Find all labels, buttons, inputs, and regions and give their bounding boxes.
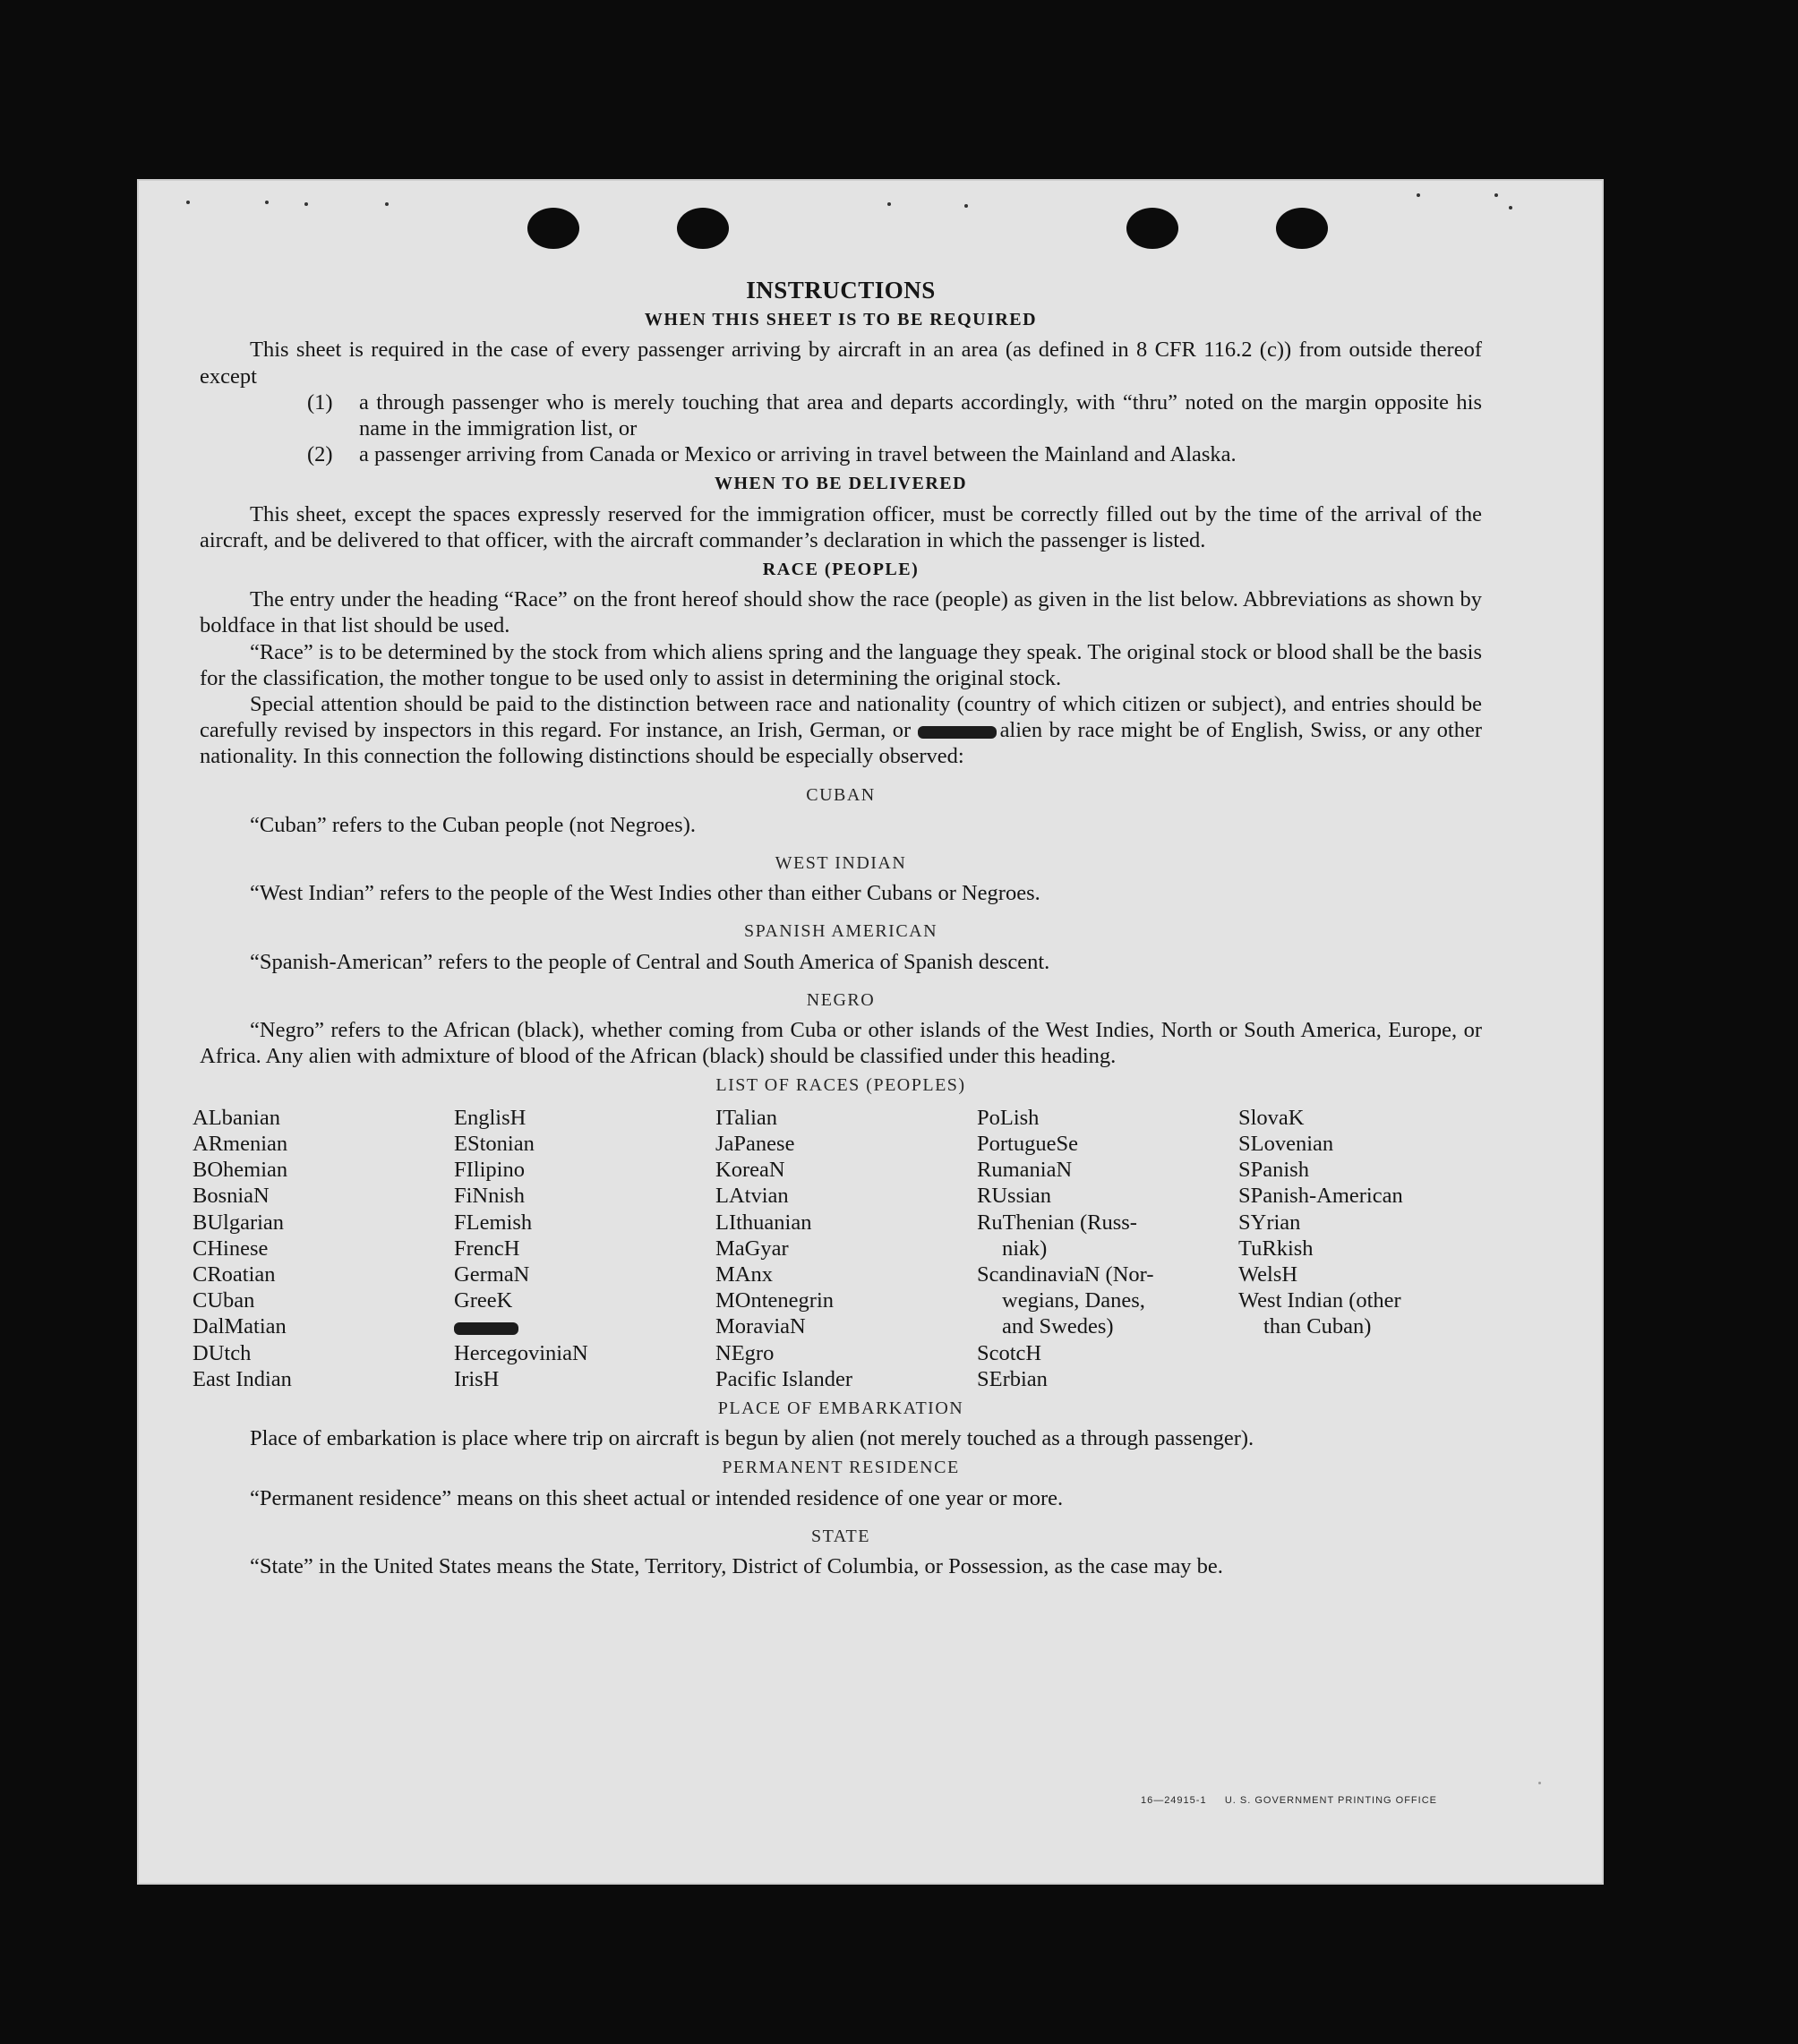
race-paragraph-3-b: alien by race might be of English, Swiss, or any other nationality. In this connection the following distinctions should be especially observed: (200, 718, 1483, 769)
spanish-american-text: “Spanish-American” refers to the people of Central and South America of Spanish descent. (250, 949, 1050, 974)
race-entry: RUssian (977, 1184, 1052, 1209)
heading-embarkation: PLACE OF EMBARKATION (717, 1398, 964, 1418)
west-indian-text: “West Indian” refers to the people of the West Indies other than either Cubans or Negroes. (250, 881, 1040, 906)
race-entry: SPanish-American (1238, 1184, 1403, 1209)
race-entry: East Indian (193, 1366, 292, 1391)
heading-race: RACE (PEOPLE) (762, 560, 920, 580)
race-entry: Pacific Islander (715, 1366, 853, 1391)
race-entry: RumaniaN (977, 1158, 1073, 1183)
race-entry: KoreaN (715, 1158, 785, 1183)
item-number: (1) (307, 389, 333, 415)
heading-required: WHEN THIS SHEET IS TO BE REQUIRED (644, 310, 1038, 330)
punch-hole (527, 208, 579, 249)
race-entry-redacted (454, 1313, 715, 1339)
race-entry: CHinese (193, 1236, 269, 1261)
heading-delivered: WHEN TO BE DELIVERED (714, 474, 968, 494)
race-entry: SPanish (1238, 1158, 1309, 1183)
race-entry: ScandinaviaN (Nor- (977, 1261, 1154, 1287)
race-entry: ALbanian (193, 1105, 280, 1130)
race-entry: GermaN (454, 1261, 530, 1287)
race-entry: PortugueSe (977, 1131, 1078, 1156)
races-column (1238, 1105, 1475, 1392)
item-text: a passenger arriving from Canada or Mexico or arriving in travel between the Mainland and Alaska. (359, 442, 1237, 467)
race-entry: ARmenian (193, 1131, 288, 1156)
delivered-text: This sheet, except the spaces expressly reserved for the immigration officer, must be correctly filled out by the time of the arrival of the aircraft, and be delivered to that officer, with the aircraft commander’s declaration in which the passenger is listed. (200, 501, 1482, 552)
heading-cuban: CUBAN (806, 784, 876, 805)
race-entry: FIlipino (454, 1158, 525, 1183)
race-entry: SErbian (977, 1366, 1048, 1391)
race-entry: BUlgarian (193, 1210, 285, 1235)
race-entry: MOntenegrin (715, 1288, 834, 1313)
race-entry: CRoatian (193, 1261, 276, 1287)
race-paragraph-1: The entry under the heading “Race” on the front hereof should show the race (people) as given in the list below. Abbreviations as shown by boldface in that list should be used. (200, 587, 1482, 638)
race-entry-continued: and Swedes) (1002, 1314, 1114, 1339)
race-entry: MoraviaN (715, 1314, 806, 1339)
state-text: “State” in the United States means the State, Territory, District of Columbia, or Possession, as the case may be. (250, 1553, 1223, 1578)
race-entry: LIthuanian (715, 1210, 812, 1235)
punch-hole (1126, 208, 1178, 249)
redaction-mark (454, 1322, 518, 1335)
document-sheet (137, 179, 1604, 1885)
race-entry: RuThenian (Russ- (977, 1210, 1137, 1235)
race-entry: PoLish (977, 1105, 1040, 1130)
race-entry: NEgro (715, 1340, 775, 1365)
heading-spanish-american: SPANISH AMERICAN (743, 921, 938, 942)
race-entry: MAnx (715, 1261, 773, 1287)
heading-races-list: LIST OF RACES (PEOPLES) (715, 1075, 966, 1096)
page-title: INSTRUCTIONS (746, 277, 936, 304)
race-entry: FiNnish (454, 1184, 525, 1209)
race-entry: BosniaN (193, 1184, 270, 1209)
punch-hole (677, 208, 729, 249)
punch-hole (1276, 208, 1328, 249)
form-number: 16—24915-1 (1140, 1795, 1207, 1806)
race-entry: ITalian (715, 1105, 778, 1130)
races-column (454, 1105, 715, 1392)
races-column (977, 1105, 1238, 1392)
race-entry: SLovenian (1238, 1131, 1334, 1156)
race-entry: LAtvian (715, 1184, 789, 1209)
races-column (193, 1105, 454, 1392)
heading-west-indian: WEST INDIAN (775, 853, 907, 874)
list-item (307, 441, 1482, 467)
races-column (715, 1105, 977, 1392)
race-entry: SlovaK (1238, 1105, 1305, 1130)
race-entry: SYrian (1238, 1210, 1301, 1235)
negro-text: “Negro” refers to the African (black), whether coming from Cuba or other islands of the West Indies, North or South America, Europe, or Africa. Any alien with admixture of blood of the African (black) should be classified under this heading. (200, 1018, 1482, 1069)
race-entry: IrisH (454, 1366, 500, 1391)
race-entry: WelsH (1238, 1261, 1298, 1287)
race-entry: West Indian (other (1238, 1288, 1401, 1313)
race-entry: BOhemian (193, 1158, 288, 1183)
required-intro: This sheet is required in the case of every passenger arriving by aircraft in an area (as defined in 8 CFR 116.2 (c)) from outside thereof except (200, 338, 1482, 389)
instructions-content (193, 277, 1483, 1579)
race-entry: JaPanese (715, 1131, 795, 1156)
heading-state: STATE (811, 1526, 870, 1546)
item-number: (2) (307, 442, 333, 467)
race-entry-continued: niak) (1002, 1236, 1048, 1261)
race-paragraph-3-a: Special attention should be paid to the distinction between race and nationality (country of which citizen or subject), and entries should be carefully revised by inspectors in this regard. For instance, an Irish, German, or (200, 692, 1482, 743)
race-entry: GreeK (454, 1288, 513, 1313)
item-text: a through passenger who is merely touching that area and departs accordingly, with “thru” noted on the margin opposite his name in the immigration list, or (359, 389, 1482, 441)
race-paragraph-2: “Race” is to be determined by the stock from which aliens spring and the language they speak. The original stock or blood shall be the basis for the classification, the mother tongue to be used only to assist in determining the original stock. (200, 639, 1482, 690)
race-entry: EStonian (454, 1131, 535, 1156)
race-entry: MaGyar (715, 1236, 789, 1261)
race-entry: DUtch (193, 1340, 252, 1365)
races-list (193, 1105, 1482, 1392)
heading-residence: PERMANENT RESIDENCE (722, 1458, 960, 1478)
race-paragraph-3 (200, 691, 1482, 770)
list-item (307, 389, 1482, 441)
race-entry: EnglisH (454, 1105, 527, 1130)
redaction-mark (918, 726, 997, 739)
printer-imprint (1141, 1795, 1437, 1806)
cuban-text: “Cuban” refers to the Cuban people (not Negroes). (250, 812, 696, 837)
race-entry: DalMatian (193, 1314, 287, 1339)
race-entry-continued: wegians, Danes, (1002, 1288, 1145, 1313)
race-entry-continued: than Cuban) (1263, 1314, 1372, 1339)
race-entry: HercegoviniaN (454, 1340, 588, 1365)
race-entry: CUban (193, 1288, 255, 1313)
race-entry: TuRkish (1238, 1236, 1314, 1261)
printer-name: U. S. GOVERNMENT PRINTING OFFICE (1224, 1795, 1437, 1806)
race-entry: FrencH (454, 1236, 520, 1261)
race-entry: ScotcH (977, 1340, 1042, 1365)
residence-text: “Permanent residence” means on this sheet actual or intended residence of one year or more. (250, 1485, 1064, 1510)
heading-negro: NEGRO (806, 989, 876, 1010)
race-entry: FLemish (454, 1210, 533, 1235)
embarkation-text: Place of embarkation is place where trip on aircraft is begun by alien (not merely touched as a through passenger). (250, 1426, 1254, 1451)
